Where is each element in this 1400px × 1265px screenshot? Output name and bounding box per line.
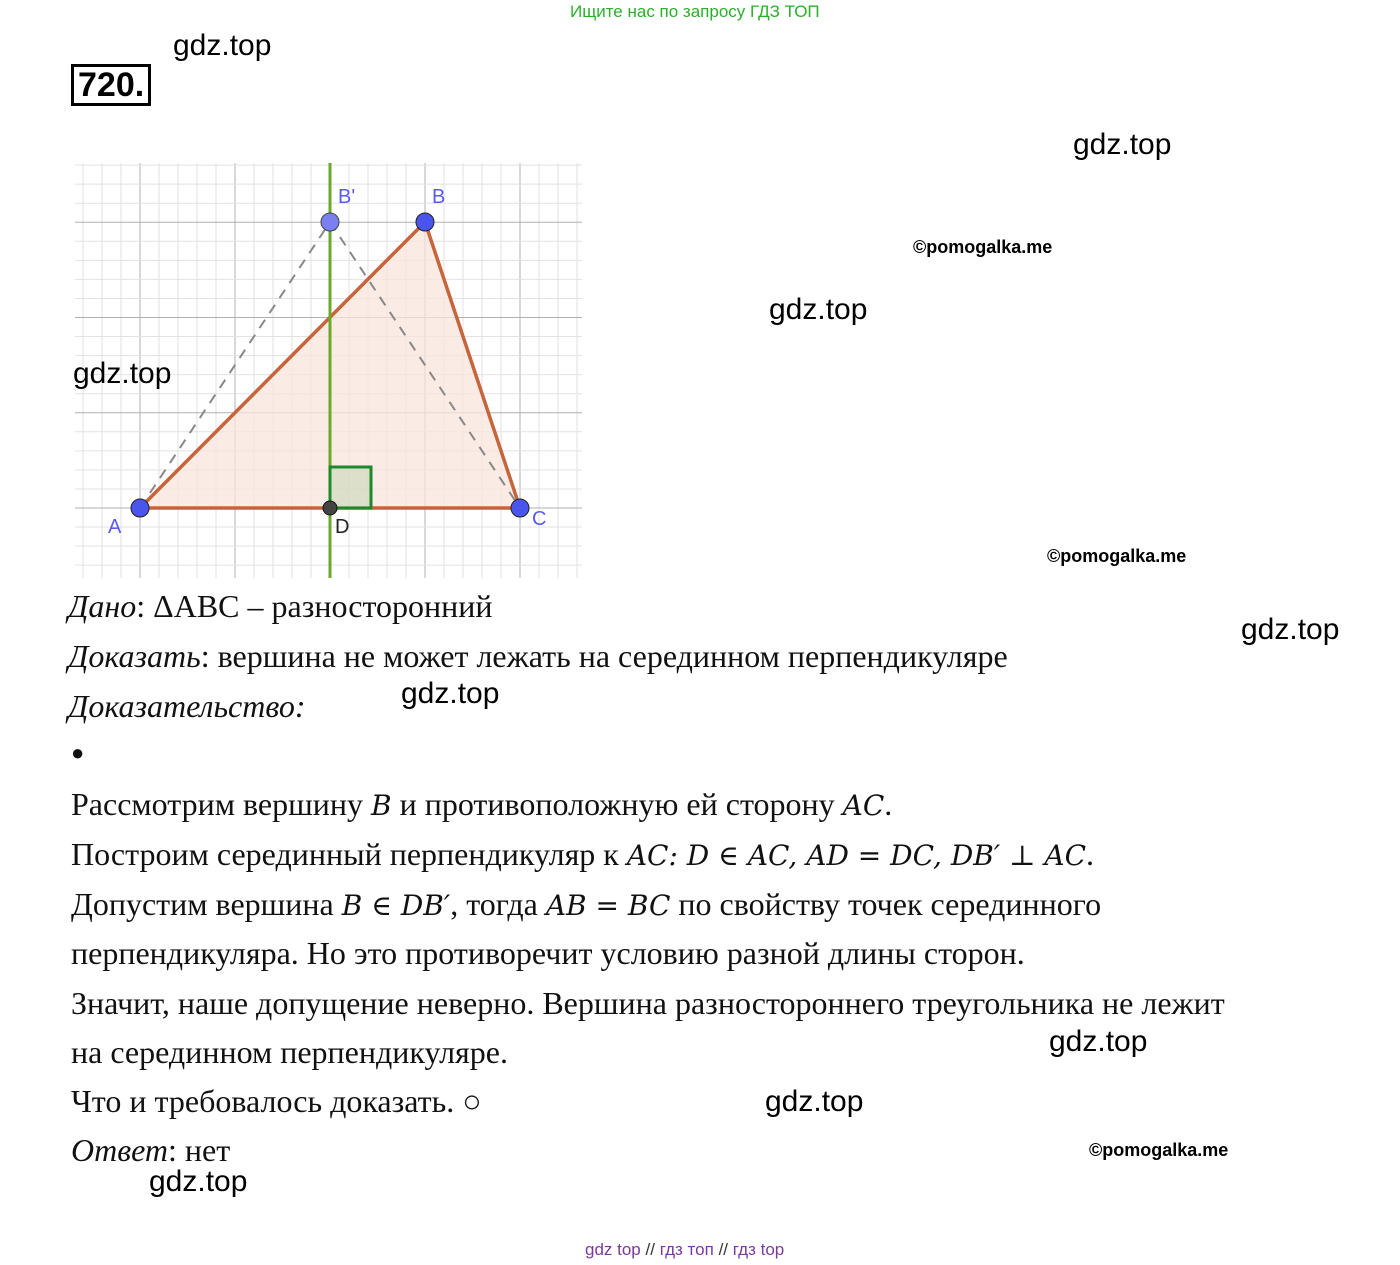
label-a: A — [108, 516, 122, 538]
footer-links: gdz top // гдз топ // гдз top — [585, 1240, 785, 1259]
proof-line-1: Рассмотрим вершину B и противоположную ей сторону AC. — [71, 786, 893, 822]
proof-line-2: Построим серединный перпендикуляр к AC: D ∈ AC, AD = DC, DB′ ⊥ AC. — [71, 836, 1094, 872]
point-a — [131, 499, 149, 517]
prove-line: Доказать: вершина не может лежать на серединном перпендикуляре — [68, 638, 1008, 674]
proof-line-3: Допустим вершина B ∈ DB′, тогда AB = BC по свойству точек серединного — [71, 886, 1102, 922]
copyright: ©pomogalka.me — [913, 237, 1053, 257]
geometry-diagram — [0, 0, 600, 590]
answer-label: Ответ — [71, 1132, 168, 1168]
bullet: ● — [71, 740, 85, 765]
proof-line-7: Что и требовалось доказать. ○ — [71, 1083, 482, 1119]
prove-label: Доказать — [68, 638, 201, 674]
right-angle-mark — [330, 467, 371, 508]
copyright: ©pomogalka.me — [1047, 546, 1187, 566]
point-c — [511, 499, 529, 517]
proof-label: Доказательство: — [68, 688, 306, 724]
label-d: D — [335, 516, 350, 538]
watermark: gdz.top — [401, 677, 500, 710]
point-b — [416, 213, 434, 231]
footer-link[interactable]: gdz top — [585, 1240, 641, 1259]
label-b: B — [432, 186, 446, 208]
watermark: gdz.top — [173, 29, 272, 62]
watermark: gdz.top — [1049, 1025, 1148, 1058]
label-c: C — [532, 508, 547, 530]
given-label: Дано — [68, 588, 137, 624]
point-b-prime — [321, 213, 339, 231]
footer-link[interactable]: гдз топ — [659, 1240, 714, 1259]
copyright: ©pomogalka.me — [1089, 1140, 1229, 1160]
watermark: gdz.top — [1241, 613, 1340, 646]
watermark: gdz.top — [765, 1085, 864, 1118]
proof-line-5: Значит, наше допущение неверно. Вершина разностороннего треугольника не лежит — [71, 985, 1225, 1021]
proof-line-4: перпендикуляра. Но это противоречит условию разной длины сторон. — [71, 935, 1025, 971]
watermark: gdz.top — [1073, 128, 1172, 161]
watermark: gdz.top — [769, 293, 868, 326]
point-d — [323, 501, 337, 515]
proof-line-6: на серединном перпендикуляре. — [71, 1034, 508, 1070]
label-b-prime: B' — [338, 186, 356, 208]
footer-link[interactable]: гдз top — [732, 1240, 785, 1259]
given-line: Дано: ΔABC – разносторонний — [68, 588, 493, 624]
answer-line: Ответ: нет — [71, 1132, 231, 1168]
watermark: gdz.top — [73, 357, 172, 390]
watermark: gdz.top — [149, 1165, 248, 1198]
problem-number: 720. — [71, 64, 151, 106]
promo-text[interactable]: Ищите нас по запросу ГДЗ ТОП — [570, 2, 820, 21]
